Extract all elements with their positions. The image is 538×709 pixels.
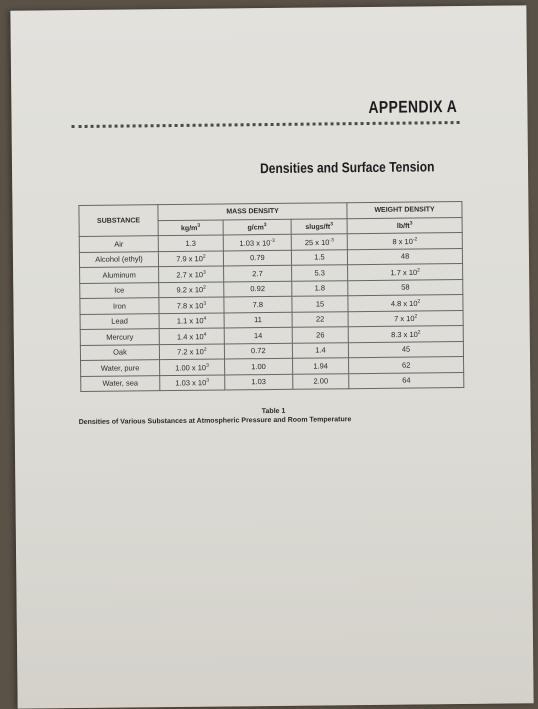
table-number: Table 1 xyxy=(261,407,286,416)
value-cell-g-cm3 xyxy=(224,312,292,328)
value-cell-g-cm3 xyxy=(225,374,293,390)
value-base: 58 xyxy=(401,282,410,292)
value-cell-slugs-ft3 xyxy=(292,296,348,312)
value-cell-lb-ft3 xyxy=(348,279,463,296)
value-cell-kg-m3 xyxy=(160,374,225,390)
value-cell-lb-ft3 xyxy=(348,294,463,311)
value-cell-slugs-ft3 xyxy=(291,249,347,265)
value-cell-lb-ft3 xyxy=(348,263,463,280)
value-base: 25 x 10 xyxy=(304,237,330,247)
value-base: 1.4 x 10 xyxy=(176,331,204,341)
value-base: 7.2 x 10 xyxy=(177,347,204,357)
value-base: 11 xyxy=(254,315,262,325)
value-cell-kg-m3 xyxy=(159,328,224,344)
value-exponent: 3 xyxy=(206,362,209,369)
value-base: 14 xyxy=(253,330,263,340)
value-base: 1.7 x 10 xyxy=(390,267,418,277)
value-base: 0.72 xyxy=(250,346,266,356)
table-row xyxy=(81,372,464,392)
value-base: 8.3 x 10 xyxy=(391,329,418,339)
value-exponent: 4 xyxy=(203,331,207,338)
substance-cell: Aluminum xyxy=(80,267,159,283)
value-base: 1.3 xyxy=(185,238,197,248)
value-cell-kg-m3 xyxy=(159,297,224,313)
appendix-heading: APPENDIX A xyxy=(368,97,458,117)
value-cell-slugs-ft3 xyxy=(292,327,348,343)
value-cell-slugs-ft3 xyxy=(292,311,348,327)
substance-cell: Ice xyxy=(80,282,159,298)
value-exponent: 2 xyxy=(417,297,421,304)
value-exponent: 2 xyxy=(203,284,206,291)
value-cell-kg-m3 xyxy=(159,343,224,359)
value-cell-lb-ft3 xyxy=(349,341,464,358)
value-exponent: -3 xyxy=(329,236,334,243)
value-base: 15 xyxy=(315,299,325,309)
value-base: 7 x 10 xyxy=(394,314,415,324)
value-cell-g-cm3 xyxy=(223,265,291,281)
value-cell-lb-ft3 xyxy=(347,233,462,250)
value-base: 2.7 xyxy=(252,268,263,278)
value-base: 26 xyxy=(316,330,325,340)
value-cell-slugs-ft3 xyxy=(291,234,347,250)
value-cell-kg-m3 xyxy=(159,266,224,282)
value-cell-g-cm3 xyxy=(223,234,291,250)
value-exponent: 2 xyxy=(202,253,206,260)
value-base: 22 xyxy=(315,314,325,324)
value-base: 1.00 x 10 xyxy=(175,362,207,373)
document-page xyxy=(10,5,533,708)
value-base: 1.03 xyxy=(251,377,266,387)
value-exponent: 2 xyxy=(417,266,420,273)
value-base: 1.8 xyxy=(314,283,326,293)
dotted-divider xyxy=(72,121,460,128)
value-cell-g-cm3 xyxy=(224,343,292,359)
value-cell-lb-ft3 xyxy=(348,310,463,327)
value-base: 2.00 xyxy=(313,376,329,386)
substance-cell: Alcohol (ethyl) xyxy=(79,251,158,267)
substance-header: SUBSTANCE xyxy=(79,205,158,237)
substance-cell: Lead xyxy=(80,313,159,329)
value-exponent: 2 xyxy=(414,313,418,320)
density-table xyxy=(78,201,464,392)
value-exponent: 3 xyxy=(203,300,207,307)
table-body xyxy=(79,233,464,392)
value-cell-kg-m3 xyxy=(158,251,223,267)
value-base: 4.8 x 10 xyxy=(390,298,418,308)
value-cell-slugs-ft3 xyxy=(292,342,348,358)
value-exponent: 2 xyxy=(417,328,421,335)
value-exponent: 3 xyxy=(202,269,206,276)
value-base: 64 xyxy=(402,375,411,385)
value-cell-lb-ft3 xyxy=(348,248,463,265)
value-cell-lb-ft3 xyxy=(349,356,464,373)
value-base: 7.9 x 10 xyxy=(176,254,203,264)
unit-lb-ft3: $lb/ft^3$ xyxy=(347,217,462,234)
value-cell-kg-m3 xyxy=(158,235,223,251)
substance-cell: Mercury xyxy=(80,329,159,345)
weight-density-header: WEIGHT DENSITY xyxy=(347,202,462,219)
value-base: 1.03 x 10 xyxy=(239,238,271,248)
value-base: 1.00 xyxy=(251,361,266,371)
unit-g-cm3: $g/cm^3$ xyxy=(223,219,291,235)
mass-density-header: MASS DENSITY xyxy=(158,203,347,220)
value-exponent: -3 xyxy=(270,237,275,244)
value-cell-g-cm3 xyxy=(224,296,292,312)
value-base: 2.7 x 10 xyxy=(176,269,204,279)
substance-cell: Water, sea xyxy=(81,375,160,391)
value-base: 7.8 x 10 xyxy=(176,300,204,310)
value-exponent: 2 xyxy=(203,346,207,353)
value-cell-slugs-ft3 xyxy=(291,265,347,281)
value-base: 1.94 xyxy=(313,361,328,371)
value-exponent: -2 xyxy=(412,235,418,243)
value-base: 0.92 xyxy=(250,284,266,294)
value-base: 7.8 xyxy=(252,299,264,309)
value-cell-g-cm3 xyxy=(224,327,292,343)
substance-cell: Air xyxy=(79,236,158,252)
value-base: 45 xyxy=(401,344,411,354)
value-cell-slugs-ft3 xyxy=(292,358,348,374)
value-base: 9.2 x 10 xyxy=(176,285,204,295)
value-base: 1.4 xyxy=(315,345,326,355)
value-cell-slugs-ft3 xyxy=(293,373,349,389)
value-base: 62 xyxy=(401,360,411,370)
value-base: 1.03 x 10 xyxy=(175,378,207,388)
substance-cell: Iron xyxy=(80,298,159,314)
value-base: 5.3 xyxy=(314,268,325,278)
value-base: 48 xyxy=(400,251,410,261)
value-base: 1.1 x 10 xyxy=(176,316,204,326)
value-cell-g-cm3 xyxy=(223,250,291,266)
value-cell-lb-ft3 xyxy=(348,325,463,342)
value-cell-kg-m3 xyxy=(160,359,225,375)
table-description: Densities of Various Substances at Atmospheric Pressure and Room Temperature xyxy=(78,416,352,427)
section-title: Densities and Surface Tension xyxy=(259,158,435,177)
value-cell-slugs-ft3 xyxy=(292,280,348,296)
value-cell-kg-m3 xyxy=(159,313,224,329)
value-base: 0.79 xyxy=(249,253,265,263)
value-cell-g-cm3 xyxy=(224,281,292,297)
unit-kg-m3: $kg/m^3$ xyxy=(158,220,223,236)
unit-slugs-ft3: slugs/$ft^3$ xyxy=(291,218,347,234)
value-exponent: 3 xyxy=(206,377,210,384)
value-base: 8 x 10 xyxy=(392,236,413,246)
value-cell-lb-ft3 xyxy=(349,372,464,389)
value-cell-g-cm3 xyxy=(224,358,292,374)
substance-cell: Oak xyxy=(80,344,159,360)
table-caption xyxy=(79,406,479,426)
value-cell-kg-m3 xyxy=(159,282,224,298)
substance-cell: Water, pure xyxy=(81,360,160,376)
value-exponent: 4 xyxy=(203,315,207,322)
value-base: 1.5 xyxy=(314,252,325,262)
